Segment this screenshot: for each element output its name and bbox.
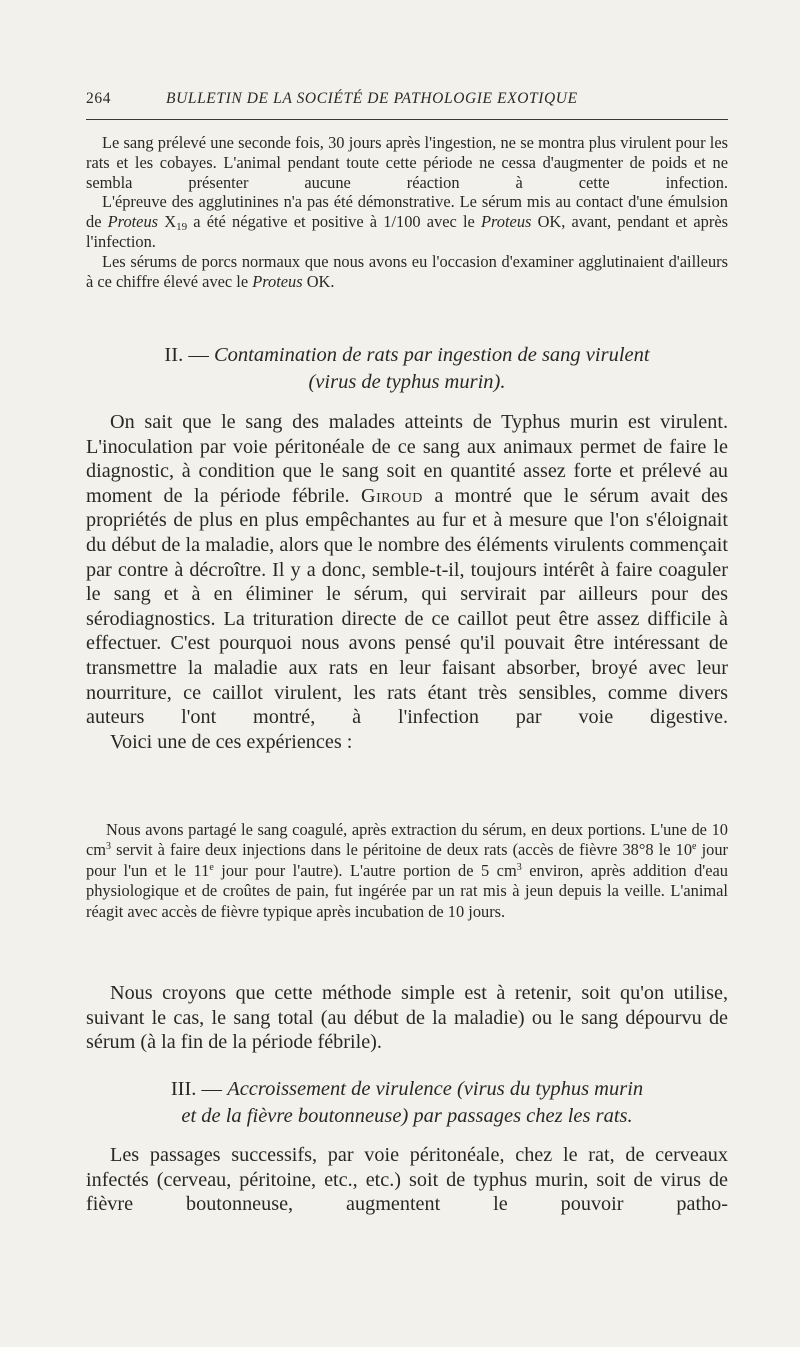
text-span: OK, avant, pendant et après l'infection. xyxy=(86,212,728,251)
proteus-italic: Proteus xyxy=(107,212,159,232)
conclusion-block xyxy=(86,981,728,1055)
paragraph-experiment xyxy=(86,820,728,922)
text-span: a été négative et positive à 1/100 avec le xyxy=(187,212,482,232)
text-span: a montré que le sérum avait des propriétés de plus en plus empêchantes au fur et à mesure que l'on s'éloignait du début de la maladie, alors que le nombre des éléments virulents commençait par contre à décroître. Il y a donc, semble-t-il, toujours intérêt à faire coaguler le sang et à en éliminer le sérum, qui servirait par ailleurs pour des sérodiagnostics. La trituration directe de ce caillot peut être assez difficile à effectuer. C'est pourquoi nous avons pensé qu'il pouvait être intéressant de transmettre la maladie aux rats en leur faisant absorber, broyé avec leur nourriture, ce caillot virulent, les rats étant très sensibles, comme divers auteurs l'ont montré, à l'infection par voie digestive. xyxy=(86,484,728,729)
paragraph-conclusion: Nous croyons que cette méthode simple est à retenir, soit qu'on utilise, suivant le cas, le sang total (au début de la maladie) ou le sang dépourvu de sérum (à la fin de la période fébrile). xyxy=(86,982,728,1054)
paragraph-virulence: Le sang prélevé une seconde fois, 30 jours après l'ingestion, ne se montra plus virulent pour les rats et les cobayes. L'animal pendant toute cette période ne cessa d'augmenter de poids et ne sembla présenter aucune réaction à cette infection. xyxy=(86,133,728,192)
paragraph-pig-sera xyxy=(86,252,728,292)
superscript: e xyxy=(209,861,214,873)
text-span: X xyxy=(158,212,177,232)
section-heading-line xyxy=(86,1076,728,1103)
proteus-italic: Proteus xyxy=(481,212,532,232)
running-header xyxy=(86,90,728,108)
text-span: L'épreuve des agglutinines n'a pas été démonstrative. Le sérum mis au contact d'une émulsion de xyxy=(86,192,728,232)
section-heading-line xyxy=(86,342,728,369)
text-span: OK. xyxy=(302,271,335,291)
section-numeral: III. — xyxy=(170,1078,228,1100)
section-heading-2 xyxy=(86,342,728,396)
section-2-body xyxy=(86,410,728,754)
section-title: Contamination de rats par ingestion de sang virulent xyxy=(213,344,650,366)
superscript: e xyxy=(692,841,697,853)
section-numeral: II. — xyxy=(164,344,214,366)
text-span: Nous avons partagé le sang coagulé, après extraction du sérum, en deux portions. L'une de 10 cm xyxy=(86,820,728,860)
superscript: 3 xyxy=(106,841,112,853)
paragraph-passages: Les passages successifs, par voie péritonéale, chez le rat, de cerveaux infectés (cerveau, péritoine, etc., etc.) soit de typhus murin, soit de virus de fièvre boutonneuse, augmentent le pouvoir patho- xyxy=(86,1144,728,1216)
text-span: On sait que le sang des malades atteints de Typhus murin est virulent. L'inoculation par voie péritonéale de ce sang aux animaux permet de faire le diagnostic, à condition que le sang soit en quantité assez forte et prélevé au moment de la période fébrile. xyxy=(86,411,728,507)
text-span: servit à faire deux injections dans le péritoine de deux rats (accès de fièvre 38°8 le 10 xyxy=(111,840,693,860)
paragraph-agglutinins xyxy=(86,192,728,251)
text-span: environ, après addition d'eau physiologique et de croûtes de pain, fut ingérée par un rat mis à jeun depuis la veille. L'animal réagit avec accès de fièvre typique après incubation de 10 jours. xyxy=(86,860,729,921)
text-span: Les sérums de porcs normaux que nous avons eu l'occasion d'examiner agglutinaient d'ailleurs à ce chiffre élevé avec le xyxy=(86,251,728,291)
proteus-italic: Proteus xyxy=(252,271,303,291)
author-name: Giroud xyxy=(361,484,423,507)
paragraph-typhus-murin xyxy=(86,410,728,730)
section-3-body xyxy=(86,1143,728,1217)
experiment-description xyxy=(86,820,728,922)
running-title: BULLETIN DE LA SOCIÉTÉ DE PATHOLOGIE EXOTIQUE xyxy=(166,90,578,107)
section-heading-3 xyxy=(86,1076,728,1130)
superscript: 3 xyxy=(516,861,522,873)
top-paragraphs xyxy=(86,133,728,291)
header-rule xyxy=(86,119,728,120)
text-span: jour pour l'autre). L'autre portion de 5 cm xyxy=(213,860,517,880)
text-span: jour pour l'un et le 11 xyxy=(86,840,728,880)
subscript: 19 xyxy=(176,221,188,234)
paragraph-experiment-intro: Voici une de ces expériences : xyxy=(110,730,353,753)
section-subtitle: et de la fièvre boutonneuse) par passages chez les rats. xyxy=(181,1105,633,1127)
section-subtitle: (virus de typhus murin). xyxy=(308,371,506,393)
section-title: Accroissement de virulence (virus du typhus murin xyxy=(227,1078,644,1100)
page-number: 264 xyxy=(86,90,112,107)
